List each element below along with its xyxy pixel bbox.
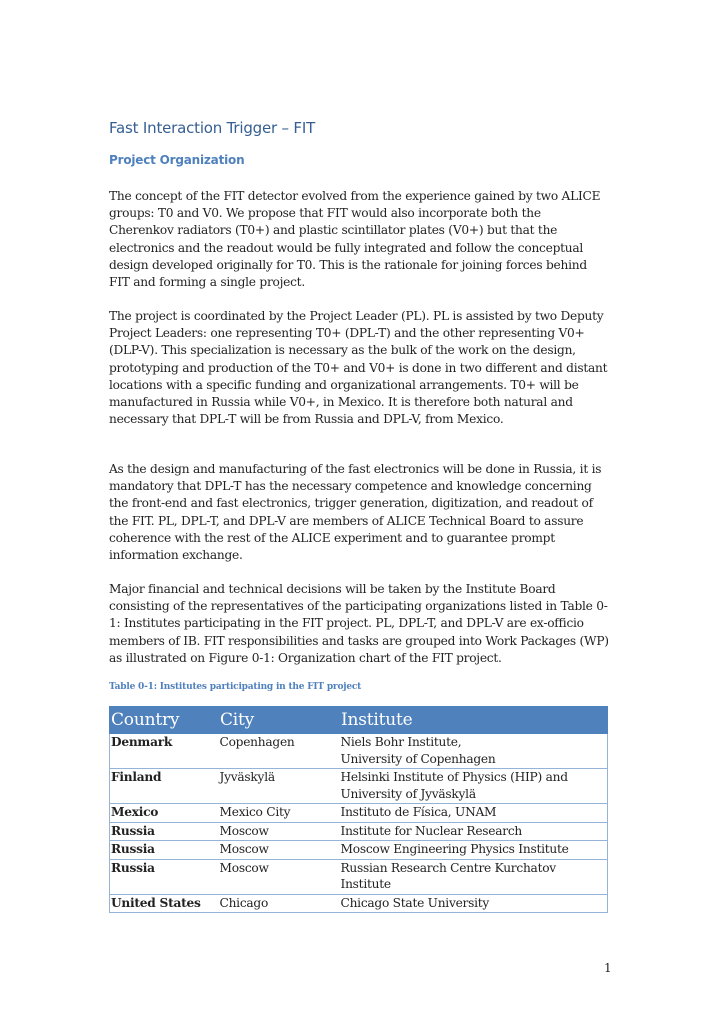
- paragraph-coordination: The project is coordinated by the Project Leader (PL). PL is assisted by two Deputy Project Leaders: one representing T0+ (DPL-T) and the other representing V0+ (DLP-V). This specialization is necessary as the bulk of the work on the design, prototyping and production of the T0+ and V0+ is done in two different and distant locations with a specific funding and organizational arrangements. T0+ will be manufactured in Russia while V0+, in Mexico. It is therefore both natural and necessary that DPL-T will be from Russia and DPL-V, from Mexico.: [109, 309, 608, 427]
- table-header-row: [110, 707, 608, 734]
- cell-city: Mexico City: [219, 804, 340, 823]
- paragraph-institute-board: Major financial and technical decisions will be taken by the Institute Board consisting of the representatives of the participating organizations listed in Table 0-1: Institutes participating in the FIT project. PL, DPL-T, and DPL-V are ex-officio members of IB. FIT responsibilities and tasks are grouped into Work Packages (WP) as illustrated on Figure 0-1: Organization chart of the FIT project.: [109, 582, 609, 665]
- table-row: [110, 734, 608, 769]
- table-row: [110, 769, 608, 804]
- cell-institute: Niels Bohr Institute, University of Copenhagen: [340, 734, 608, 769]
- institutes-table: [109, 706, 608, 913]
- document-title: Fast Interaction Trigger – FIT: [109, 119, 316, 137]
- cell-institute: Chicago State University: [340, 894, 608, 913]
- cell-city: Moscow: [219, 841, 340, 860]
- header-city: City: [219, 707, 340, 734]
- cell-country: Russia: [110, 822, 219, 841]
- cell-city: Copenhagen: [219, 734, 340, 769]
- table-caption: Table 0-1: Institutes participating in the FIT project: [109, 682, 362, 692]
- header-institute: Institute: [340, 707, 608, 734]
- paragraph-concept: The concept of the FIT detector evolved from the experience gained by two ALICE groups: T0 and V0. We propose that FIT would also incorporate both the Cherenkov radiators (T0+) and plastic scintillator plates (V0+) but that the electronics and the readout would be fully integrated and follow the conceptual design developed originally for T0. This is the rationale for joining forces behind FIT and forming a single project.: [109, 189, 601, 290]
- cell-country: Russia: [110, 841, 219, 860]
- cell-country: United States: [110, 894, 219, 913]
- table-row: [110, 894, 608, 913]
- cell-country: Finland: [110, 769, 219, 804]
- cell-country: Denmark: [110, 734, 219, 769]
- cell-institute: Instituto de Física, UNAM: [340, 804, 608, 823]
- table-row: [110, 804, 608, 823]
- cell-institute: Moscow Engineering Physics Institute: [340, 841, 608, 860]
- section-heading: Project Organization: [109, 153, 245, 167]
- cell-city: Chicago: [219, 894, 340, 913]
- cell-city: Moscow: [219, 822, 340, 841]
- cell-institute: Russian Research Centre Kurchatov Institute: [340, 859, 608, 894]
- table-row: [110, 859, 608, 894]
- paragraph-electronics: As the design and manufacturing of the fast electronics will be done in Russia, it is mandatory that DPL-T has the necessary competence and knowledge concerning the front-end and fast electronics, trigger generation, digitization, and readout of the FIT. PL, DPL-T, and DPL-V are members of ALICE Technical Board to assure coherence with the rest of the ALICE experiment and to guarantee prompt information exchange.: [109, 462, 602, 563]
- cell-institute: Helsinki Institute of Physics (HIP) and University of Jyväskylä: [340, 769, 608, 804]
- table-row: [110, 822, 608, 841]
- cell-country: Mexico: [110, 804, 219, 823]
- cell-institute: Institute for Nuclear Research: [340, 822, 608, 841]
- header-country: Country: [110, 707, 219, 734]
- cell-country: Russia: [110, 859, 219, 894]
- cell-city: Jyväskylä: [219, 769, 340, 804]
- table-row: [110, 841, 608, 860]
- page-number: 1: [604, 961, 612, 975]
- cell-city: Moscow: [219, 859, 340, 894]
